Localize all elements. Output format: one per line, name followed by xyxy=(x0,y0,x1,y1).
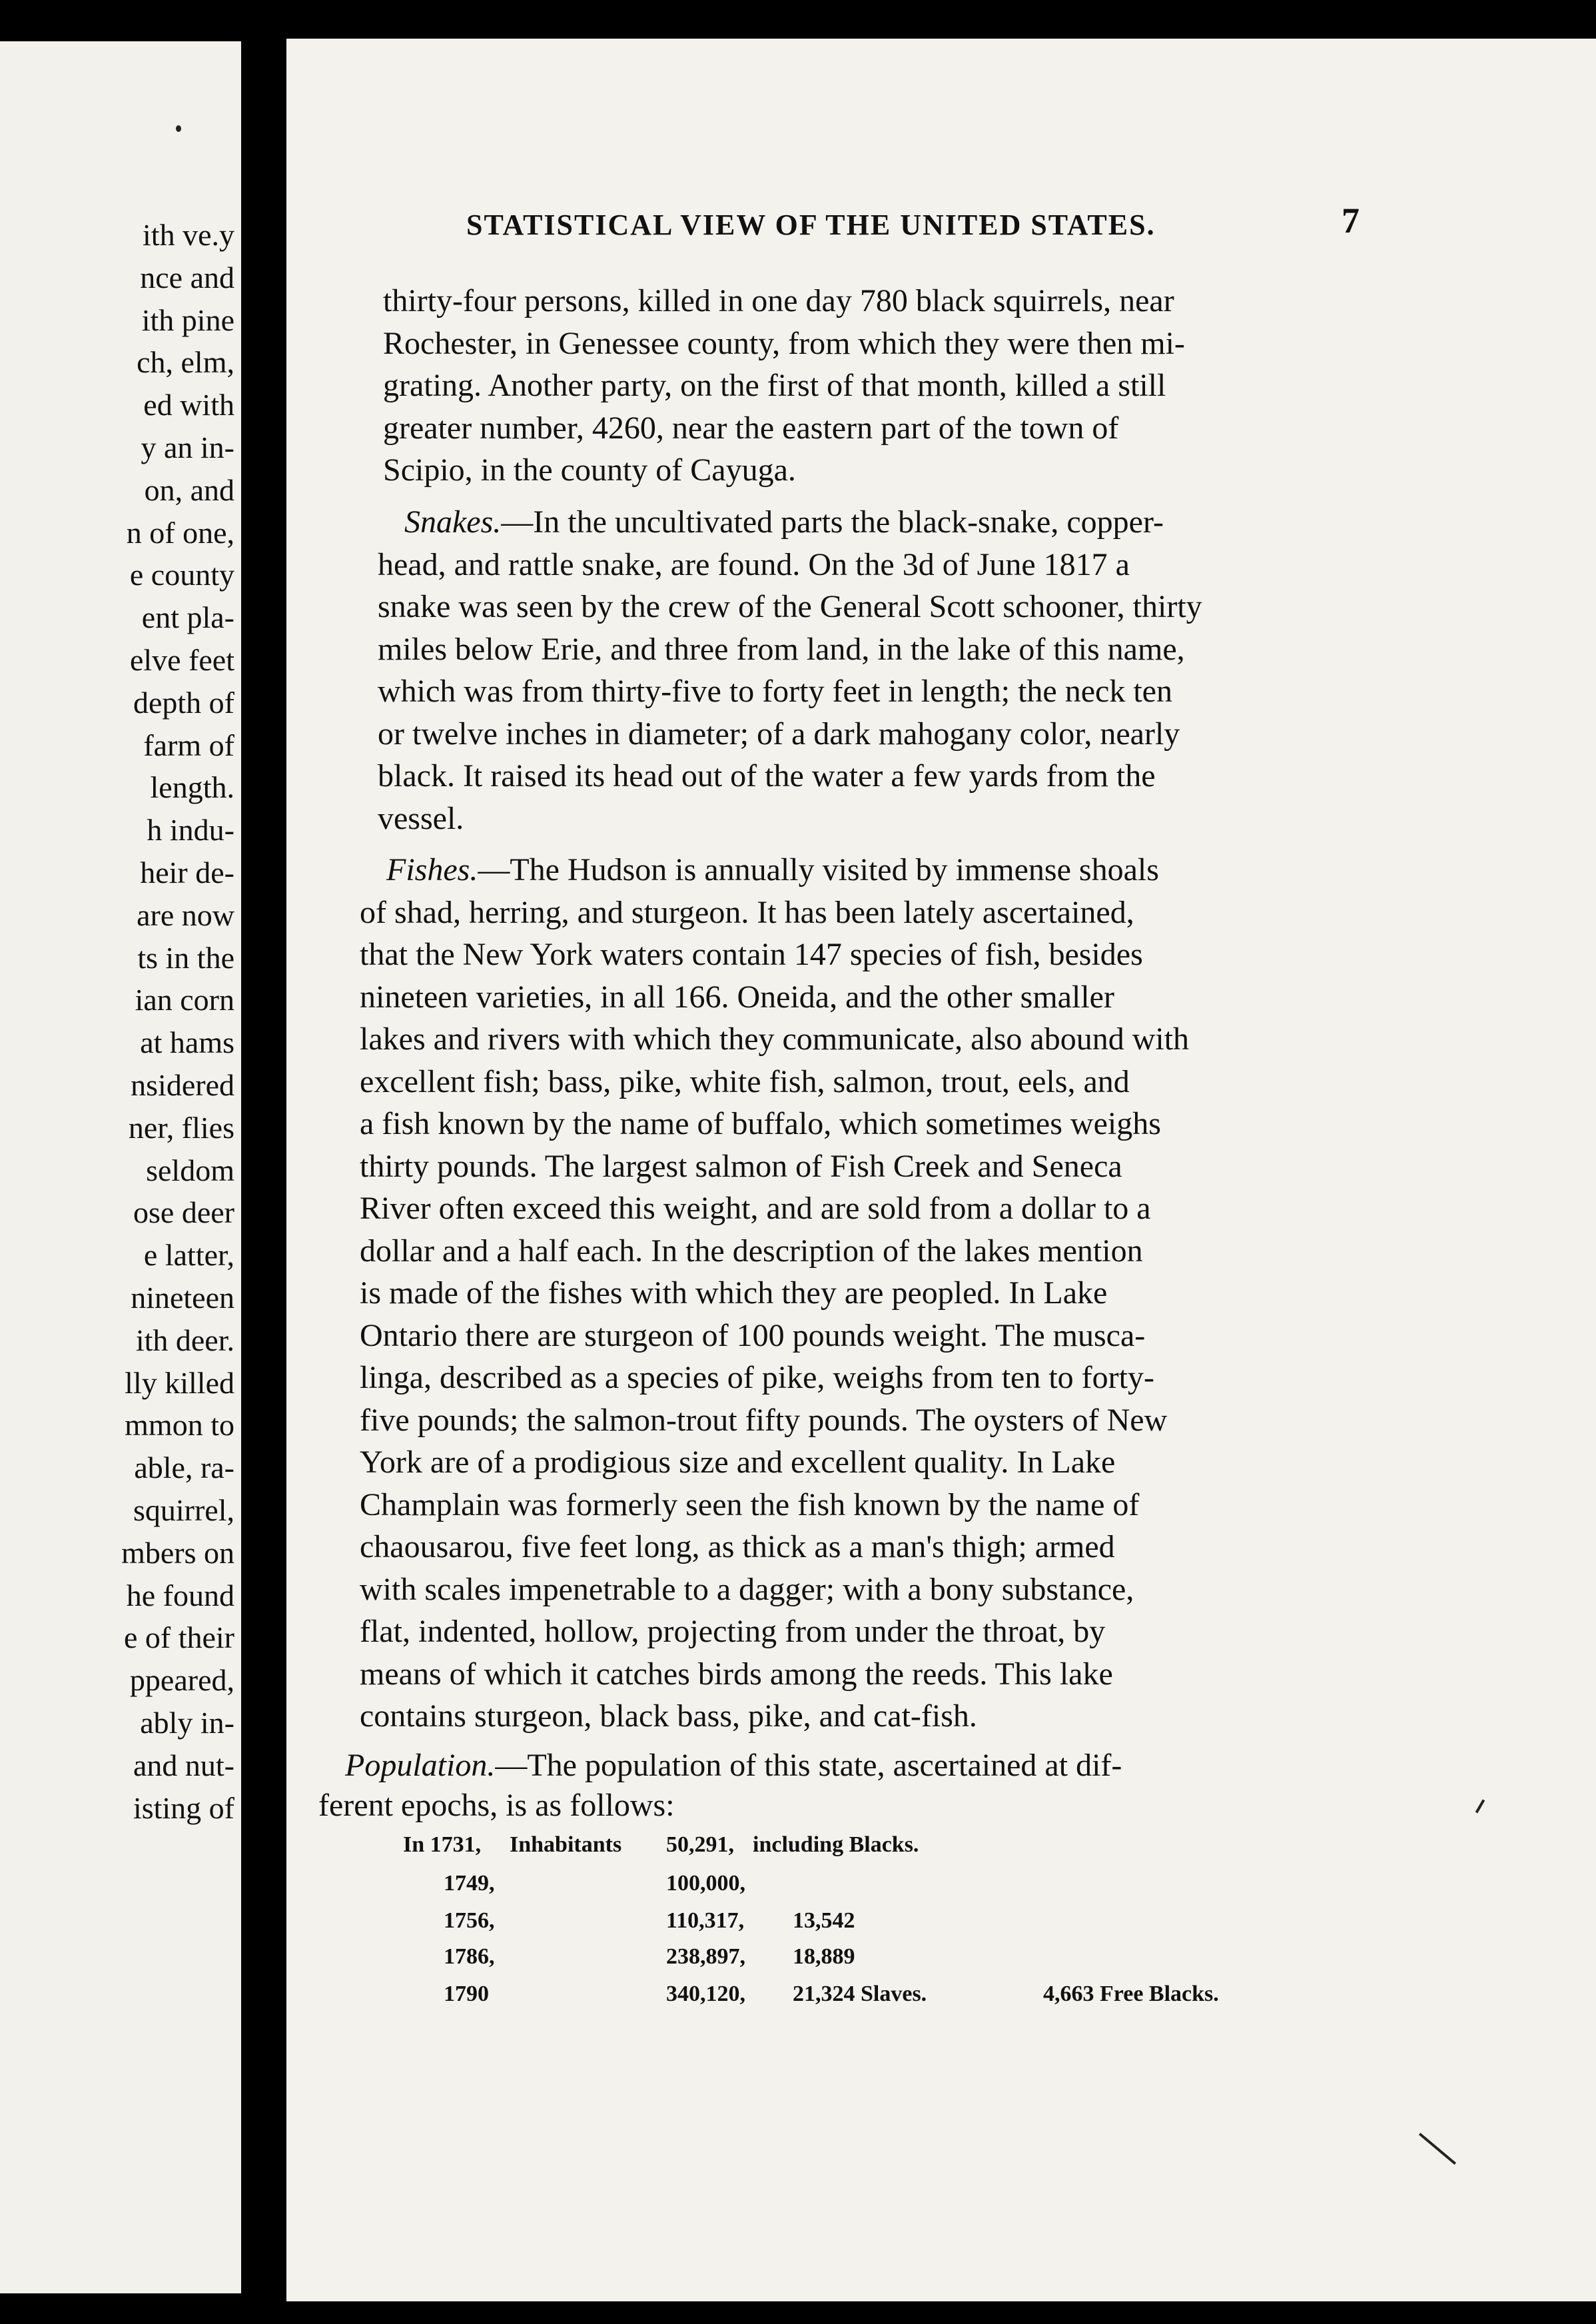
population-c1: including Blacks. xyxy=(753,1832,919,1857)
text-line: grating. Another party, on the first of that month, killed a still xyxy=(383,368,1166,403)
text-line: flat, indented, hollow, projecting from under the throat, by xyxy=(360,1614,1106,1649)
text-line: greater number, 4260, near the eastern part of the town of xyxy=(383,410,1119,446)
population-label: Inhabitants xyxy=(510,1832,622,1857)
population-c1: 13,542 xyxy=(793,1908,855,1933)
text-line: River often exceed this weight, and are sold from a dollar to a xyxy=(360,1191,1151,1226)
population-c2: 4,663 Free Blacks. xyxy=(1043,1982,1219,2006)
facing-page-line: ch, elm, xyxy=(137,345,234,380)
population-total: 100,000, xyxy=(666,1871,745,1896)
text-line: dollar and a half each. In the description of the lakes mention xyxy=(360,1233,1143,1269)
text-run: —In the uncultivated parts the black-snake, copper- xyxy=(501,504,1164,540)
text-line: excellent fish; bass, pike, white fish, salmon, trout, eels, and xyxy=(360,1063,1130,1099)
facing-page-line: ner, flies xyxy=(128,1110,234,1145)
facing-page-line: nineteen xyxy=(131,1281,234,1315)
text-line xyxy=(386,854,1159,886)
facing-page-line: ith ve.y xyxy=(143,218,234,252)
facing-page-line: heir de- xyxy=(140,856,234,889)
text-run: —The population of this state, ascertained at dif- xyxy=(495,1748,1122,1783)
population-year: In 1731, xyxy=(403,1832,482,1857)
population-year: 1790 xyxy=(444,1982,489,2006)
facing-page-line: ith pine xyxy=(141,302,234,337)
text-line: York are of a prodigious size and excellent quality. In Lake xyxy=(360,1445,1116,1480)
page-number: 7 xyxy=(1342,201,1360,241)
population-year: 1756, xyxy=(444,1908,495,1933)
facing-page-line: length. xyxy=(150,770,234,805)
facing-page-line: depth of xyxy=(133,685,234,720)
facing-page-line: able, ra- xyxy=(134,1451,234,1485)
facing-page-line: ppeared, xyxy=(129,1663,234,1698)
section-lead: Fishes. xyxy=(386,852,478,887)
facing-page-line: elve feet xyxy=(129,643,234,677)
facing-page-line: e latter, xyxy=(143,1238,234,1273)
text-line: chaousarou, five feet long, as thick as a man's thigh; armed xyxy=(360,1529,1115,1564)
text-line: or twelve inches in diameter; of a dark mahogany color, nearly xyxy=(378,716,1180,752)
text-line: miles below Erie, and three from land, in the lake of this name, xyxy=(378,631,1185,667)
text-line: black. It raised its head out of the water a few yards from the xyxy=(378,758,1156,794)
facing-page-line: and nut- xyxy=(133,1748,234,1782)
facing-page-left xyxy=(0,41,241,2293)
text-line: snake was seen by the crew of the General Scott schooner, thirty xyxy=(378,589,1202,624)
facing-page-line: mmon to xyxy=(125,1408,234,1443)
text-line: linga, described as a species of pike, weighs from ten to forty- xyxy=(360,1360,1154,1395)
text-line: lakes and rivers with which they communicate, also abound with xyxy=(360,1021,1190,1057)
facing-page-line: ts in the xyxy=(137,940,234,975)
facing-page-line: nsidered xyxy=(131,1068,234,1102)
population-c1: 18,889 xyxy=(793,1944,855,1969)
text-line: with scales impenetrable to a dagger; with a bony substance, xyxy=(360,1571,1134,1607)
facing-page-line: he found xyxy=(126,1578,234,1612)
facing-page-line: h indu- xyxy=(147,813,234,848)
text-line: that the New York waters contain 147 species of fish, besides xyxy=(360,937,1143,972)
facing-page-line: ith deer. xyxy=(135,1323,234,1357)
population-c1: 21,324 Slaves. xyxy=(793,1982,927,2006)
facing-page-line: are now xyxy=(137,897,234,932)
facing-page-line: mbers on xyxy=(121,1535,234,1570)
facing-page-line: squirrel, xyxy=(133,1493,234,1527)
text-line: Champlain was formerly seen the fish known by the name of xyxy=(360,1486,1140,1522)
facing-page-line: y an in- xyxy=(141,430,234,464)
facing-page-line: e county xyxy=(129,558,234,592)
text-line: means of which it catches birds among the reeds. This lake xyxy=(360,1656,1113,1692)
text-line: Scipio, in the county of Cayuga. xyxy=(383,452,796,488)
population-total: 50,291, xyxy=(666,1832,734,1857)
text-line: thirty pounds. The largest salmon of Fish Creek and Seneca xyxy=(360,1148,1122,1184)
facing-page-line: n of one, xyxy=(126,515,234,550)
facing-page-line: isting of xyxy=(133,1790,234,1825)
text-line: five pounds; the salmon-trout fifty pounds. The oysters of New xyxy=(360,1402,1168,1438)
facing-page-line: ose deer xyxy=(133,1195,234,1230)
facing-page-line: seldom xyxy=(146,1153,234,1187)
population-total: 340,120, xyxy=(666,1982,745,2006)
text-line xyxy=(345,1750,1122,1782)
facing-page-line: e of their xyxy=(123,1620,234,1655)
text-line: Ontario there are sturgeon of 100 pounds weight. The musca- xyxy=(360,1317,1146,1353)
facing-page-line: on, and xyxy=(144,472,234,507)
facing-page-line: ent pla- xyxy=(141,600,234,635)
population-total: 110,317, xyxy=(666,1908,745,1933)
text-line: which was from thirty-five to forty feet in length; the neck ten xyxy=(378,674,1172,709)
facing-page-line: farm of xyxy=(143,728,234,762)
facing-page-line: nce and xyxy=(140,260,234,294)
text-line: of shad, herring, and sturgeon. It has been lately ascertained, xyxy=(360,894,1134,930)
facing-page-line: lly killed xyxy=(125,1365,234,1400)
facing-page-line: ian corn xyxy=(135,983,234,1017)
text-line: nineteen varieties, in all 166. Oneida, and the other smaller xyxy=(360,979,1114,1015)
text-line xyxy=(404,506,1164,538)
text-line: head, and rattle snake, are found. On the 3d of June 1817 a xyxy=(378,546,1130,582)
section-lead: Snakes. xyxy=(404,504,502,540)
population-year: 1786, xyxy=(444,1944,495,1969)
section-lead: Population. xyxy=(345,1748,496,1783)
text-line: Rochester, in Genessee county, from which they were then mi- xyxy=(383,325,1185,361)
facing-page-line: at hams xyxy=(140,1025,234,1060)
text-line: a fish known by the name of buffalo, which sometimes weighs xyxy=(360,1106,1161,1141)
population-year: 1749, xyxy=(444,1871,495,1896)
population-total: 238,897, xyxy=(666,1944,745,1969)
text-run: —The Hudson is annually visited by immense shoals xyxy=(478,852,1159,887)
text-line: contains sturgeon, black bass, pike, and cat-fish. xyxy=(360,1698,977,1734)
text-line: vessel. xyxy=(378,800,464,836)
running-title: STATISTICAL VIEW OF THE UNITED STATES. xyxy=(466,209,1156,241)
book-gutter xyxy=(241,0,286,2324)
text-line: thirty-four persons, killed in one day 780 black squirrels, near xyxy=(383,283,1174,318)
facing-page-line: ed with xyxy=(143,388,234,422)
text-line: is made of the fishes with which they are peopled. In Lake xyxy=(360,1275,1108,1311)
facing-page-line: ably in- xyxy=(140,1706,234,1740)
margin-mark xyxy=(176,125,181,132)
text-line: ferent epochs, is as follows: xyxy=(318,1788,675,1823)
